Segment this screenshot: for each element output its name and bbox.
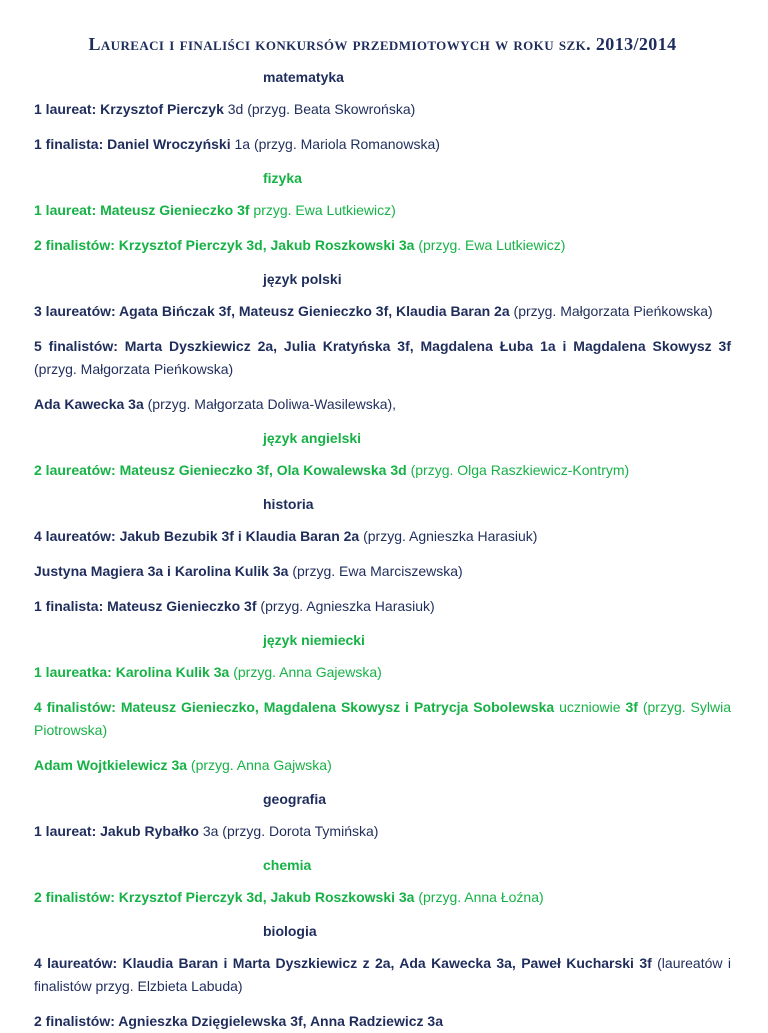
subject-heading: język niemiecki xyxy=(263,632,365,648)
award-entry xyxy=(34,952,731,998)
entry-names: 5 finalistów: Marta Dyszkiewicz 2a, Julia Kratyńska 3f, Magdalena Łuba 1a i Magdalena Skowysz 3f xyxy=(34,338,731,354)
entry-details: 1a (przyg. Mariola Romanowska) xyxy=(230,136,440,152)
subject-heading: język angielski xyxy=(263,430,362,446)
entry-names: 1 laureat: Jakub Rybałko xyxy=(34,823,199,839)
entry-details: (przyg. Agnieszka Harasiuk) xyxy=(359,528,538,544)
subject-heading: fizyka xyxy=(263,170,302,186)
award-entry xyxy=(34,754,731,777)
award-entry xyxy=(34,234,731,257)
page-title: Laureaci i finaliści konkursów przedmiotowych w roku szk. 2013/2014 xyxy=(88,34,677,54)
award-entry xyxy=(34,820,731,843)
award-entry xyxy=(34,393,731,416)
document-page xyxy=(34,0,731,1033)
entry-names: 1 laureatka: Karolina Kulik 3a xyxy=(34,664,230,680)
entry-names: 2 laureatów: Mateusz Gienieczko 3f, Ola Kowalewska 3d xyxy=(34,462,407,478)
entry-names: Adam Wojtkielewicz 3a xyxy=(34,757,188,773)
award-entry xyxy=(34,335,731,381)
subject-heading: chemia xyxy=(263,857,312,873)
subject-heading: matematyka xyxy=(263,69,344,85)
award-entry xyxy=(34,696,731,742)
award-entry xyxy=(34,525,731,548)
award-entry xyxy=(34,98,731,121)
entry-names: 1 finalista: Mateusz Gienieczko 3f xyxy=(34,598,257,614)
entry-names: 4 laureatów: Klaudia Baran i Marta Dyszkiewicz z 2a, Ada Kawecka 3a, Paweł Kucharski 3f xyxy=(34,955,652,971)
entry-names: Ada Kawecka 3a xyxy=(34,396,144,412)
entry-details: (przyg. Małgorzata Doliwa-Wasilewska), xyxy=(143,396,397,412)
award-entry xyxy=(34,560,731,583)
subject-heading: biologia xyxy=(263,923,317,939)
entry-details: 3a (przyg. Dorota Tymińska) xyxy=(198,823,379,839)
entry-names: 4 finalistów: Mateusz Gienieczko, Magdalena Skowysz i Patrycja Sobolewska xyxy=(34,699,555,715)
award-entry xyxy=(34,459,731,482)
entry-details: (przyg. Anna Gajwska) xyxy=(187,757,332,773)
subject-heading: język polski xyxy=(263,271,342,287)
entry-details: (przyg. Sylwia Piotrowska) xyxy=(34,699,731,738)
entry-names: 2 finalistów: Agnieszka Dzięgielewska 3f, Anna Radziewicz 3a xyxy=(34,1013,443,1029)
entry-details: 3d (przyg. Beata Skowrońska) xyxy=(223,101,416,117)
subject-heading: historia xyxy=(263,496,314,512)
entry-names: 2 finalistów: Krzysztof Pierczyk 3d, Jakub Roszkowski 3a xyxy=(34,889,415,905)
entry-details: (przyg. Ewa Lutkiewicz) xyxy=(414,237,566,253)
entry-names: 1 laureat: Krzysztof Pierczyk xyxy=(34,101,224,117)
entry-details: (przyg. Olga Raszkiewicz-Kontrym) xyxy=(406,462,630,478)
entry-names: 3f xyxy=(625,699,638,715)
award-entry xyxy=(34,1010,731,1033)
award-entry xyxy=(34,595,731,618)
entry-details: (przyg. Ewa Marciszewska) xyxy=(288,563,463,579)
entry-details: uczniowie xyxy=(554,699,626,715)
award-entry xyxy=(34,300,731,323)
entry-details: (przyg. Małgorzata Pieńkowska) xyxy=(509,303,713,319)
entry-details: (przyg. Anna Gajewska) xyxy=(229,664,382,680)
entry-names: 1 finalista: Daniel Wroczyński xyxy=(34,136,231,152)
entry-details: (przyg. Małgorzata Pieńkowska) xyxy=(34,361,234,377)
entry-names: 4 laureatów: Jakub Bezubik 3f i Klaudia Baran 2a xyxy=(34,528,360,544)
entry-names: 3 laureatów: Agata Bińczak 3f, Mateusz Gienieczko 3f, Klaudia Baran 2a xyxy=(34,303,510,319)
subject-heading: geografia xyxy=(263,791,327,807)
award-entry xyxy=(34,199,731,222)
entry-details: (przyg. Agnieszka Harasiuk) xyxy=(256,598,435,614)
entry-names: 2 finalistów: Krzysztof Pierczyk 3d, Jakub Roszkowski 3a xyxy=(34,237,415,253)
entry-names: Justyna Magiera 3a i Karolina Kulik 3a xyxy=(34,563,289,579)
award-entry xyxy=(34,661,731,684)
award-entry xyxy=(34,886,731,909)
entry-names: 1 laureat: Mateusz Gienieczko 3f xyxy=(34,202,250,218)
sections-container xyxy=(34,69,731,1033)
entry-details: przyg. Ewa Lutkiewicz) xyxy=(249,202,396,218)
entry-details: (przyg. Anna Łoźna) xyxy=(414,889,544,905)
entry-details: (laureatów i finalistów przyg. Elzbieta Labuda) xyxy=(34,955,731,994)
award-entry xyxy=(34,133,731,156)
